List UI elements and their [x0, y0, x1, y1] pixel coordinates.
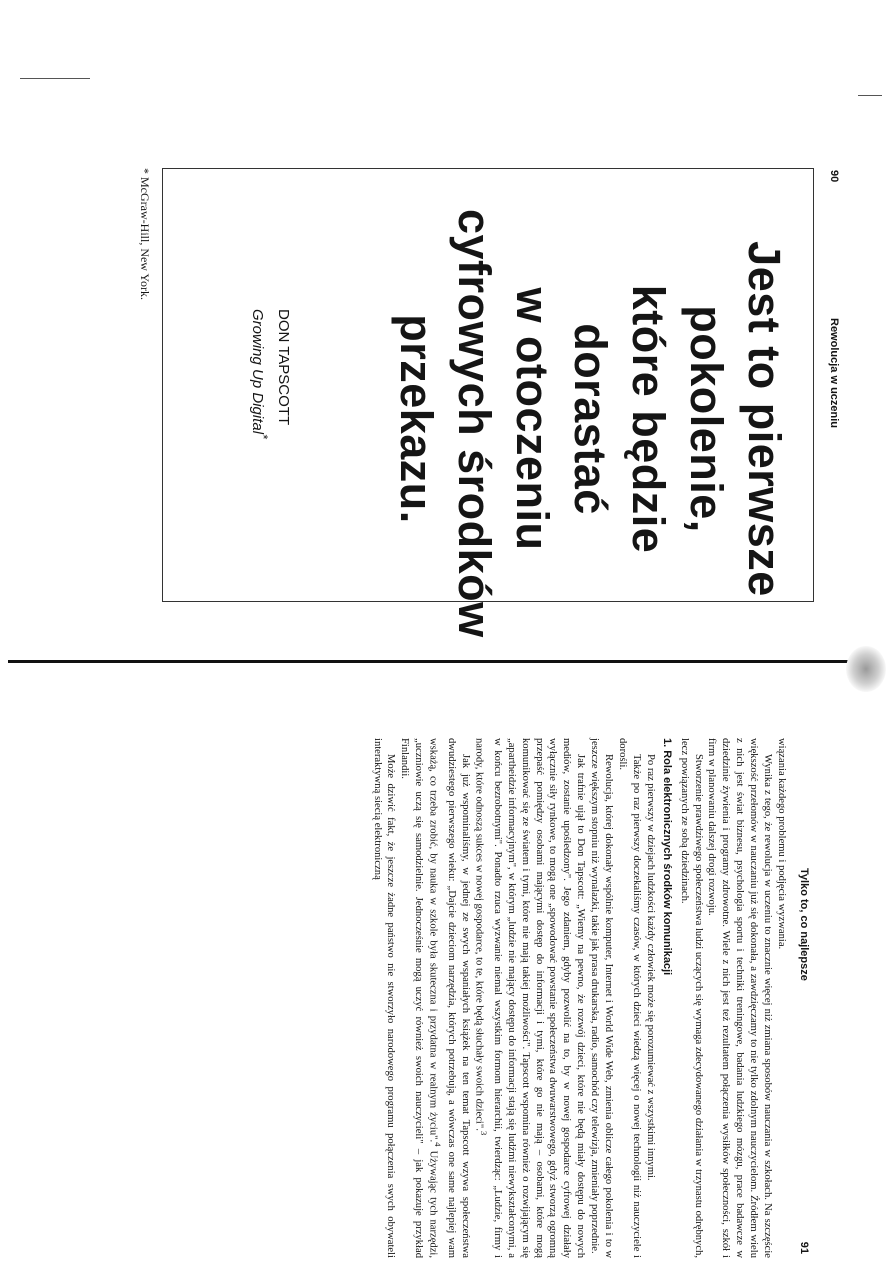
- book-spine: [8, 660, 858, 663]
- footnote: * McGraw-Hill, New York.: [138, 168, 152, 300]
- spine-shadow: [846, 646, 886, 692]
- paragraph: Rewolucja, której dokonały wspólnie komputer, Internet i World Wide Web, zmienia oblicze całego pokolenia i to w jeszcze większym stopniu niż wynalazki, takie jak prasa drukarska, radio, samochód czy telewizja, zmieniały poprzednie.: [589, 738, 615, 1258]
- footnote-ref: 3: [478, 1130, 489, 1136]
- quote-box: [162, 168, 814, 638]
- page-number: 91: [798, 1241, 810, 1254]
- paragraph: Jak już wspominaliśmy, w jednej ze swych wspaniałych książek na ten temat Tapscott wzywa społeczeństwa dwudziestego pierwszego wieku: „Dajcie dzieciom narzędzia, których potrzebują, a wówczas one same najlepiej wam wskażą, co trzeba zrobić, by nauka w szkole była skuteczna i przydatna w realnym życiu".$^4$ Używając tych narzędzi, „uczniowie uczą się samodzielnie. Jednocześnie mogą uczyć również swoich nauczycieli" – jak pokazuje przykład Finlandii.: [399, 738, 471, 1259]
- running-header: [822, 168, 842, 608]
- header-title: Rewolucja w uczeniu: [828, 318, 840, 429]
- quote-line: w otoczeniu: [507, 287, 558, 551]
- quote-line: które będzie: [623, 284, 674, 554]
- paragraph: Także po raz pierwszy doczekaliśmy czasów, w których dzieci wiedzą więcej o nowej technologii niż nauczyciele i dorośli.: [617, 738, 642, 1258]
- book-title: Growing Up Digital*: [249, 309, 270, 439]
- quote-attribution: [247, 309, 293, 529]
- footnote-ref: 4: [432, 1142, 443, 1147]
- quote-line: Jest to pierwsze: [739, 241, 790, 597]
- paragraph: wiązania każdego problemu i podjęcia wyzwania.: [776, 738, 787, 950]
- quote-line: pokolenie,: [681, 305, 732, 533]
- running-header: [792, 738, 812, 1258]
- body-text: [370, 738, 788, 1258]
- page-90: [72, 168, 842, 638]
- section-heading: 1. Rola elektronicznych środków komunikacji: [660, 738, 673, 976]
- scan-mark: [858, 95, 882, 96]
- quote-line: dorastać: [565, 323, 616, 515]
- header-title: Tylko to, co najlepsze: [798, 868, 810, 981]
- paragraph: Stworzenie prawdziwego społeczeństwa ludzi uczących się wymaga zdecydowanego działania w trzynastu odrębnych, lecz powiązanych ze sobą dziedzinach.: [678, 738, 704, 1258]
- pull-quote: [387, 209, 793, 638]
- quote-line: przekazu.: [391, 314, 442, 524]
- paragraph: Jak trafnie ujął to Don Tapscott: „Wiemy na pewno, że rozwój dzieci, które nie będą miały dostępu do nowych mediów, zostanie upośledzony". Jego zdaniem, gdyby pozwolić na to, by w nowej gospodarce cyfrowej działały wyłącznie siły rynkowe, to mogą one „spowodować powstanie społeczeństwa dwuwarstwowego, gdyż stworzą ogromną przepaść pomiędzy osobami mającymi dostęp do informacji i tymi, które go nie mają – osobami, które mogą komunikować się ze światem i tymi, które nie mają takiej możliwości". Tapscott wspomina również o rozwijającym się „apartheidzie informacyjnym", w którym „ludzie nie mający dostępu do informacji stają się ludźmi niewykształconymi, a w końcu bezrobotnymi". Ponadto rzuca wyzwanie niemal wszystkim formom hierarchii, twierdząc: „Ludzie, firmy i narody, które odnoszą sukces w nowej gospodarce, to te, które będą słuchały swoich dzieci".$^3$: [473, 738, 587, 1258]
- paragraph: Może dziwić fakt, że jeszcze żadne państwo nie stworzyło narodowego programu połączenia swych obywateli interaktywną siecią elektroniczną: [371, 738, 397, 1258]
- page-number: 90: [828, 170, 840, 183]
- page-91: [72, 738, 812, 1258]
- paragraph: Po raz pierwszy w dziejach ludzkości każdy człowiek może się porozumiewać z wszystkimi innymi.: [644, 754, 656, 1181]
- paragraph: Wynika z tego, że rewolucja w uczeniu to znacznie więcej niż zmiana sposobów nauczania w szkołach. Na szczęście większość przełomów w nauczaniu już się dokonała, a zawdzięczamy to nie tylko zdolnym nauczycielom. Źródłem wielu z nich jest świat biznesu, psychologia sportu i techniki treningowe, badania ludzkiego mózgu, prace badawcze w dziedzinie żywienia i programy zdrowotne. Wiele z nich jest też rezultatem połączenia wysiłków społeczności, szkół i firm w planowaniu dalszej drogi rozwoju.: [706, 738, 774, 1258]
- quote-line: cyfrowych środków: [449, 209, 500, 638]
- author-name: DON TAPSCOTT: [275, 309, 292, 426]
- scan-mark: [20, 78, 90, 79]
